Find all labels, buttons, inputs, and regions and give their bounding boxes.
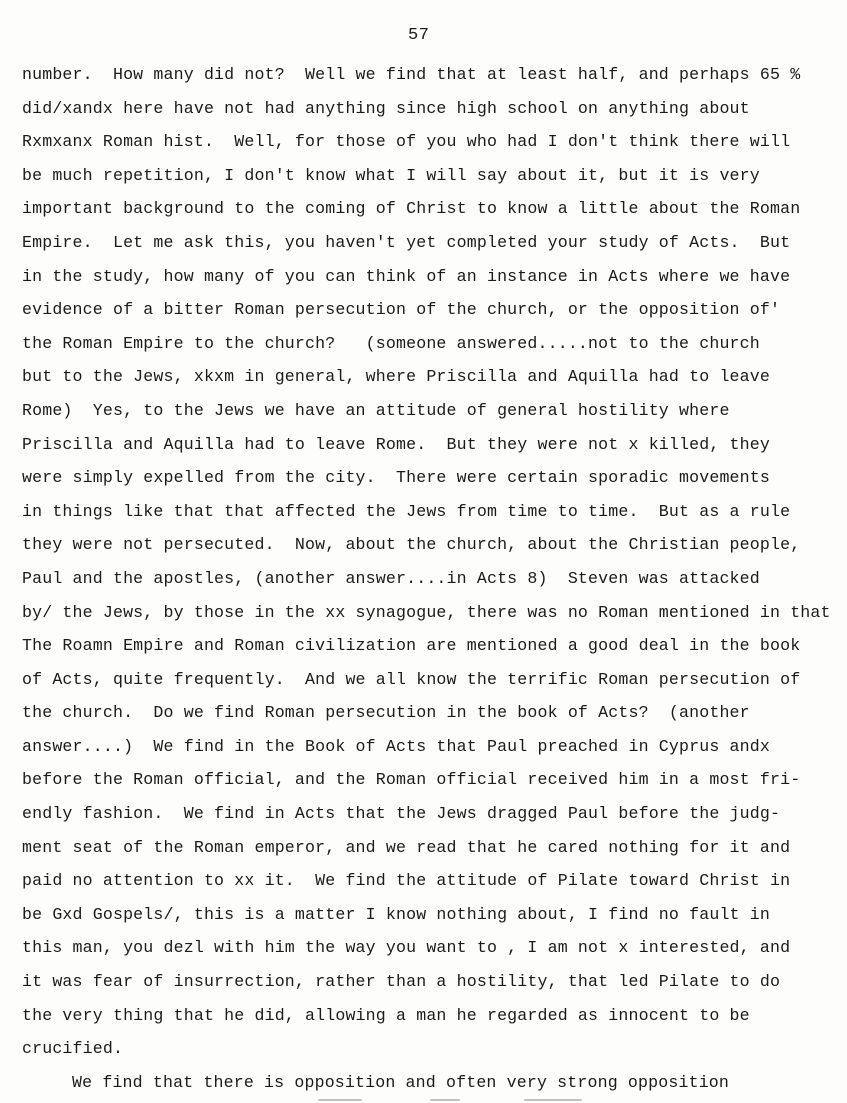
text-line: the very thing that he did, allowing a man he regarded as innocent to be	[22, 1005, 750, 1025]
text-line: important background to the coming of Christ to know a little about the Roman	[22, 199, 801, 219]
text-line: of Acts, quite frequently. And we all know the terrific Roman persecution of	[22, 669, 801, 689]
text-line: crucified.	[22, 1039, 124, 1059]
text-line: be Gxd Gospels/, this is a matter I know nothing about, I find no fault in	[22, 904, 770, 924]
text-line: in things like that that affected the Jews from time to time. But as a rule	[22, 501, 791, 521]
text-line: Paul and the apostles, (another answer....in Acts 8) Steven was attacked	[22, 568, 760, 588]
text-line: in the study, how many of you can think of an instance in Acts where we have	[22, 266, 791, 286]
text-line: ment seat of the Roman emperor, and we read that he cared nothing for it and	[22, 837, 791, 857]
text-line: but to the Jews, xkxm in general, where Priscilla and Aquilla had to leave	[22, 367, 770, 387]
text-line: be much repetition, I don't know what I will say about it, but it is very	[22, 165, 760, 185]
text-line: number. How many did not? Well we find that at least half, and perhaps 65 %	[22, 65, 801, 84]
text-line: this man, you dezl with him the way you want to , I am not x interested, and	[22, 938, 791, 958]
text-line: Empire. Let me ask this, you haven't yet completed your study of Acts. But	[22, 232, 791, 252]
text-line: the church. Do we find Roman persecution in the book of Acts? (another	[22, 703, 750, 723]
text-line: the Roman Empire to the church? (someone answered.....not to the church	[22, 333, 760, 353]
text-line: by/ the Jews, by those in the xx synagogue, there was no Roman mentioned in that	[22, 602, 831, 622]
text-line: they were not persecuted. Now, about the church, about the Christian people,	[22, 535, 801, 555]
body-text	[22, 58, 831, 1099]
text-line: answer....) We find in the Book of Acts that Paul preached in Cyprus andx	[22, 736, 770, 756]
text-line: Rxmxanx Roman hist. Well, for those of you who had I don't think there will	[22, 132, 791, 152]
text-line: endly fashion. We find in Acts that the Jews dragged Paul before the judg-	[22, 804, 781, 824]
text-line: Rome) Yes, to the Jews we have an attitude of general hostility where	[22, 400, 730, 420]
text-line: it was fear of insurrection, rather than a hostility, that led Pilate to do	[22, 972, 781, 992]
text-line: evidence of a bitter Roman persecution of the church, or the opposition of'	[22, 300, 781, 320]
scan-smudge	[430, 1099, 460, 1101]
scan-smudge	[524, 1099, 582, 1101]
text-line: The Roamn Empire and Roman civilization are mentioned a good deal in the book	[22, 636, 801, 656]
scan-smudge	[318, 1099, 362, 1101]
text-line: before the Roman official, and the Roman official received him in a most fri-	[22, 770, 801, 790]
text-line-paragraph-start: We find that there is opposition and often very strong opposition	[72, 1072, 730, 1092]
text-line: paid no attention to xx it. We find the attitude of Pilate toward Christ in	[22, 871, 791, 891]
text-line: were simply expelled from the city. There were certain sporadic movements	[22, 468, 770, 488]
page-number: 57	[408, 26, 430, 45]
text-line: did/xandx here have not had anything since high school on anything about	[22, 98, 750, 118]
text-line: Priscilla and Aquilla had to leave Rome. But they were not x killed, they	[22, 434, 770, 454]
